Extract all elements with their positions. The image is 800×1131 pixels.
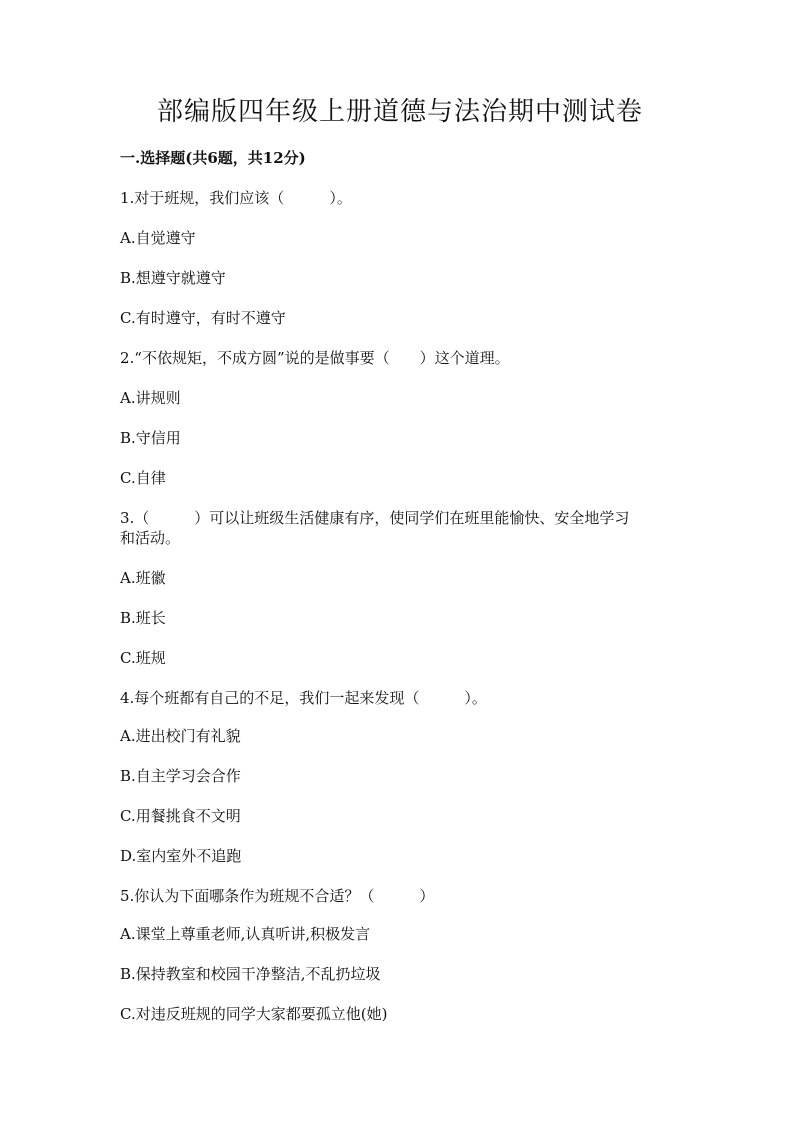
question-4-stem: 4.每个班都有自己的不足，我们一起来发现（ ）。	[120, 689, 487, 707]
question-5-option-a: A.课堂上尊重老师,认真听讲,积极发言	[120, 925, 371, 943]
section-heading: 一.选择题(共6题，共12分)	[120, 149, 306, 167]
question-5-option-c: C.对违反班规的同学大家都要孤立他(她)	[120, 1005, 388, 1023]
question-3-stem-line-2: 和活动。	[120, 529, 181, 547]
question-4-option-b: B.自主学习会合作	[120, 767, 241, 785]
question-2-stem: 2.“不依规矩，不成方圆”说的是做事要（ ）这个道理。	[120, 349, 510, 367]
question-4-option-d: D.室内室外不追跑	[120, 847, 242, 865]
question-4-option-a: A.进出校门有礼貌	[120, 727, 241, 745]
question-2-option-b: B.守信用	[120, 429, 181, 447]
question-3-option-b: B.班长	[120, 609, 166, 627]
question-5-option-b: B.保持教室和校园干净整洁,不乱扔垃圾	[120, 965, 381, 983]
question-5-stem: 5.你认为下面哪条作为班规不合适？（ ）	[120, 887, 435, 905]
question-3-stem-line-1: 3.（ ）可以让班级生活健康有序，使同学们在班里能愉快、安全地学习	[120, 509, 630, 527]
question-1-option-c: C.有时遵守，有时不遵守	[120, 309, 286, 327]
question-3-option-c: C.班规	[120, 649, 166, 667]
question-2-option-a: A.讲规则	[120, 389, 181, 407]
question-2-option-c: C.自律	[120, 469, 166, 487]
question-1-option-b: B.想遵守就遵守	[120, 269, 226, 287]
page-title: 部编版四年级上册道德与法治期中测试卷	[156, 97, 643, 127]
question-3-option-a: A.班徽	[120, 569, 166, 587]
question-1-stem: 1.对于班规，我们应该（ ）。	[120, 189, 352, 207]
question-1-option-a: A.自觉遵守	[120, 229, 196, 247]
question-4-option-c: C.用餐挑食不文明	[120, 807, 241, 825]
